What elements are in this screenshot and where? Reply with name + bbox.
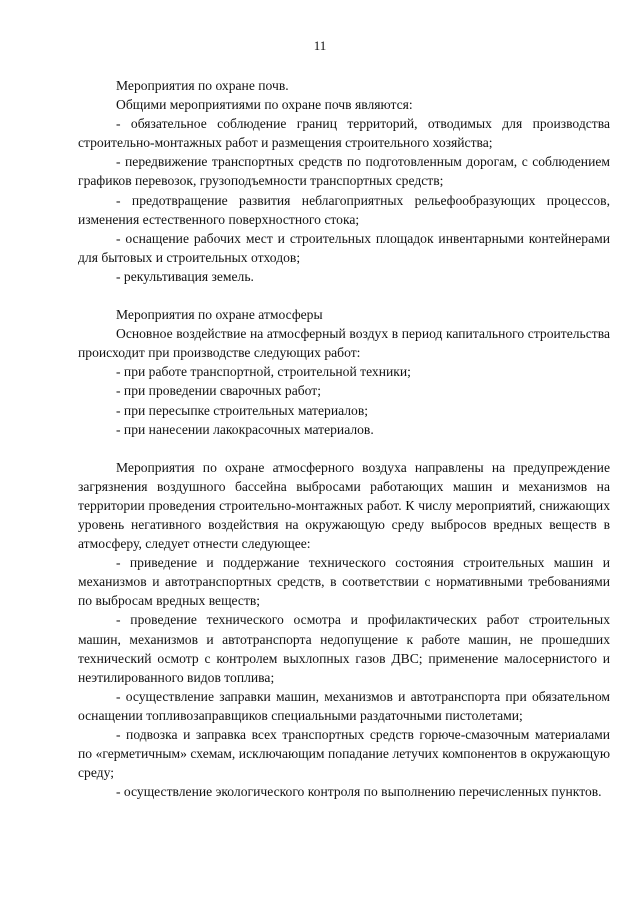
page-number: 11 [313, 38, 327, 53]
atmosphere-measures-intro: Мероприятия по охране атмосферного воздуха направлены на предупреждение загрязнения воздушного бассейна выбросами работающих машин и механизмов на территории проведения строительно-монтажных работ. К числу мероприятий, снижающих уровень негативного воздействия на окружающую среду выбросов вредных веществ в атмосферу, следует отнести следующее: [78, 459, 610, 552]
atmosphere-protection-section [78, 305, 610, 801]
soil-list-item: - рекультивация земель. [116, 268, 254, 284]
atmosphere-work-item: - при нанесении лакокрасочных материалов. [116, 421, 374, 437]
atmosphere-measure-item: - осуществление заправки машин, механизмов и автотранспорта при обязательном оснащении топливозаправщиков специальными раздаточными пистолетами; [78, 688, 610, 723]
atmosphere-work-item: - при работе транспортной, строительной техники; [116, 364, 411, 380]
atmosphere-measure-item: - проведение технического осмотра и профилактических работ строительных машин, механизмов и автотранспорта недопущение к работе машин, не прошедших технический осмотр с контролем выхлопных газов ДВС; применение малосернистого и неэтилированного видов топлива; [78, 612, 610, 685]
atmosphere-measure-item: - приведение и поддержание технического состояния строительных машин и механизмов и автотранспортных средств, в соответствии с нормативными требованиями по выбросам вредных веществ; [78, 555, 610, 609]
soil-list-item: - предотвращение развития неблагоприятных рельефообразующих процессов, изменения естественного поверхностного стока; [78, 192, 610, 227]
atmosphere-measure-item: - подвозка и заправка всех транспортных средств горюче-смазочным материалами по «герметичным» схемам, исключающим попадание летучих компонентов в окружающую среду; [78, 727, 610, 781]
document-body [78, 76, 610, 801]
blank-line [78, 286, 610, 305]
soil-section-intro: Общими мероприятиями по охране почв являются: [116, 97, 413, 113]
atmosphere-section-intro: Основное воздействие на атмосферный воздух в период капитального строительства происходит при производстве следующих работ: [78, 326, 610, 361]
soil-section-heading: Мероприятия по охране почв. [116, 78, 289, 93]
soil-protection-section [78, 76, 610, 286]
blank-line [78, 439, 610, 458]
atmosphere-work-item: - при проведении сварочных работ; [116, 383, 321, 399]
atmosphere-measure-item: - осуществление экологического контроля по выполнению перечисленных пунктов. [116, 784, 602, 800]
soil-list-item: - оснащение рабочих мест и строительных площадок инвентарными контейнерами для бытовых и строительных отходов; [78, 230, 610, 265]
atmosphere-work-item: - при пересыпке строительных материалов; [116, 402, 369, 418]
soil-list-item: - обязательное соблюдение границ территорий, отводимых для производства строительно-монтажных работ и размещения строительного хозяйства; [78, 116, 610, 151]
soil-list-item: - передвижение транспортных средств по подготовленным дорогам, с соблюдением графиков перевозок, грузоподъемности транспортных средств; [78, 154, 610, 189]
atmosphere-section-heading: Мероприятия по охране атмосферы [116, 307, 323, 323]
